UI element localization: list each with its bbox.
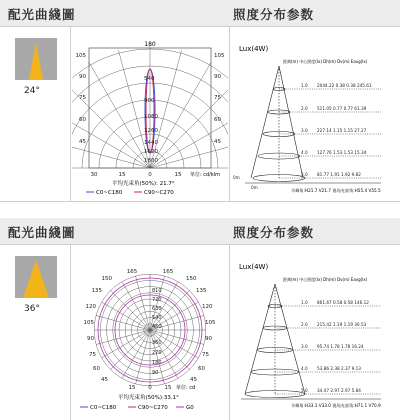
radial-label: 540 (152, 315, 162, 321)
radial-label: 90 (152, 370, 159, 376)
radial-label: 810 (152, 288, 162, 294)
radial-label: 360 (152, 340, 162, 346)
angle-label: 45 (190, 377, 197, 383)
row-values: 127.76 1.53 1.53 15.34 (317, 150, 367, 155)
grid-ray (110, 290, 150, 330)
legend-c90: C90~C270 (138, 405, 168, 411)
bottom-angle-label: 15 (118, 172, 126, 178)
row-values: 81.77 1.91 1.92 9.82 (317, 172, 361, 177)
distance-label: 5.0 (301, 388, 308, 393)
cone-title: Lux(4W) (239, 45, 269, 53)
angle-label: 90 (79, 74, 86, 80)
row-values: 95.74 1.78 1.78 16.24 (317, 344, 364, 349)
angle-label: 90 (214, 74, 221, 80)
legend-c0: C0~C180 (90, 405, 117, 411)
angle-label: 135 (196, 288, 207, 294)
bottom-angle-label: 15 (128, 385, 136, 391)
radial-label: 1080 (144, 114, 158, 120)
radial-label: 450 (152, 324, 162, 330)
radial-label: 900 (144, 98, 155, 104)
angle-label: 90 (205, 336, 212, 342)
bottom-angle-label: 30 (90, 172, 98, 178)
grid-ray (110, 330, 150, 370)
angle-label: 60 (79, 117, 86, 123)
distance-label: 4.0 (301, 366, 308, 371)
illuminance-title: 照度分布参数 (233, 225, 315, 240)
legend-c0: C0~C180 (96, 190, 123, 196)
cone-header: 距离(m) 中心照度(lx) Dh(m) Dv(m) Eavg(lx) (283, 277, 368, 282)
distance-label: 4.0 (301, 150, 308, 155)
axis-bottom-label: 0m (251, 185, 258, 190)
distance-label: 3.0 (301, 344, 308, 349)
grid-ray (96, 316, 150, 330)
cone-footer: 半峰角:H21.7 V21.7 视场光束角:H55.4 V55.5 (291, 188, 381, 193)
grid-ray (150, 62, 211, 168)
angle-label: 165 (162, 269, 174, 275)
grid-ray (136, 330, 150, 384)
angle-label: 120 (85, 304, 96, 310)
angle-label: 60 (93, 366, 100, 372)
angle-label: 75 (202, 352, 209, 358)
angle-label: 45 (101, 377, 108, 383)
beam-angle-icon (15, 38, 57, 80)
axis-left-label: 0m (233, 175, 240, 180)
angle-label: 45 (214, 139, 221, 145)
distance-label: 3.0 (301, 128, 308, 133)
distance-label: 1.0 (301, 83, 308, 88)
angle-label: 75 (79, 95, 86, 101)
row-values: 34.47 2.97 2.97 5.84 (317, 388, 361, 393)
section-panel-2 (0, 244, 400, 418)
radial-label: 720 (152, 297, 162, 303)
row-values: 2044.22 0.38 0.38 245.61 (317, 83, 372, 88)
grid-ray (89, 62, 150, 168)
radial-label: 1800 (144, 158, 158, 164)
illuminance-title: 照度分布参数 (233, 7, 315, 22)
legend-g0: G0 (186, 405, 194, 411)
cone-chart-2 (231, 244, 399, 418)
radial-label: 540 (144, 76, 155, 82)
row-values: 227.14 1.15 1.15 27.27 (317, 128, 367, 133)
radial-label: 630 (152, 306, 162, 312)
radial-label: 180 (152, 360, 162, 366)
angle-label: 105 (83, 320, 94, 326)
row-values: 511.05 0.77 0.77 61.39 (317, 106, 367, 111)
angle-label: 45 (79, 139, 86, 145)
radial-label: 270 (152, 350, 162, 356)
distance-label: 2.0 (301, 322, 308, 327)
angle-label: 150 (101, 276, 112, 282)
angle-label: 90 (87, 336, 94, 342)
angle-label: 150 (186, 276, 197, 282)
angle-label: 165 (126, 269, 138, 275)
section-panel-1 (0, 26, 400, 202)
angle-label: 120 (202, 304, 213, 310)
bottom-angle-label: 0 (148, 172, 152, 178)
row-values: 215.42 1.19 1.19 36.53 (317, 322, 367, 327)
angle-label: 60 (198, 366, 205, 372)
section-header-2 (0, 218, 400, 244)
distance-label: 1.0 (301, 300, 308, 305)
polar-chart-1 (72, 26, 228, 202)
cone-chart-1 (231, 26, 399, 202)
cone-footer: 半峰角:H33.1 V33.0 视场光束角:H71.1 V70.9 (291, 403, 381, 408)
distance-label: 5.0 (301, 172, 308, 177)
light-distribution-title: 配光曲綫圖 (8, 7, 76, 22)
grid-ray (96, 330, 150, 344)
beam-angle-label: 24° (24, 86, 40, 96)
half-beam-label: 平均光束角(50%): 21.7° (112, 181, 175, 187)
angle-label: 105 (75, 53, 86, 59)
bottom-angle-label: 15 (174, 172, 182, 178)
angle-label: 75 (89, 352, 96, 358)
radial-label: 1620 (144, 149, 158, 155)
angle-label: 105 (205, 320, 216, 326)
cone-header: 距离(m) 中心照度(lx) Dh(m) Dv(m) Eavg(lx) (283, 59, 368, 64)
bottom-angle-label: 0 (148, 385, 152, 391)
angle-label: 135 (91, 288, 102, 294)
distance-label: 2.0 (301, 106, 308, 111)
row-values: 53.86 2.38 2.37 9.13 (317, 366, 361, 371)
polar-center-label: 180 (144, 41, 156, 48)
section-header-1 (0, 0, 400, 26)
unit-label: 单位: cd/klm (190, 172, 221, 178)
polar-chart-2 (72, 244, 228, 418)
grid-ray (136, 276, 150, 330)
angle-label: 60 (214, 117, 221, 123)
bottom-angle-label: 15 (164, 385, 172, 391)
unit-label: 单位: cd (176, 385, 196, 391)
angle-label: 105 (214, 53, 225, 59)
beam-angle-label: 36° (24, 304, 40, 314)
legend-c90: C90~C270 (144, 190, 174, 196)
angle-label: 75 (214, 95, 221, 101)
half-beam-label: 平均光束角(50%):33.1° (118, 395, 179, 401)
row-values: 861.67 0.58 0.58 146.12 (317, 300, 369, 305)
cone-title: Lux(4W) (239, 263, 269, 271)
radial-label: 1260 (144, 128, 158, 134)
light-distribution-title: 配光曲綫圖 (8, 225, 76, 240)
beam-angle-icon (15, 256, 57, 298)
radial-label: 1440 (144, 140, 158, 146)
